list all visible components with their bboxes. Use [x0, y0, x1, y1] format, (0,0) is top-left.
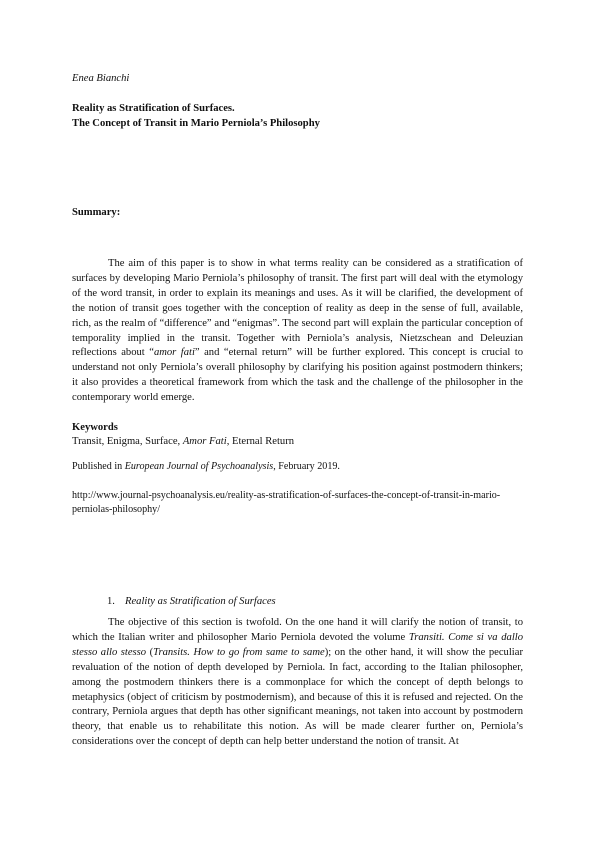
abstract-quote: “	[149, 347, 154, 359]
section-title: Reality as Stratification of Surfaces	[125, 596, 276, 607]
title-line-1: Reality as Stratification of Surfaces.	[72, 103, 235, 114]
section-number: 1.	[107, 596, 115, 607]
body-paragraph	[72, 616, 523, 750]
body-part2: (	[146, 646, 154, 658]
author-name: Enea Bianchi	[72, 73, 130, 84]
article-url[interactable]: http://www.journal-psychoanalysis.eu/reality-as-stratification-of-surfaces-the-concept-of-transit-in-mario-perniolas-philosophy/	[72, 490, 501, 515]
title-line-2: The Concept of Transit in Mario Perniola’s Philosophy	[72, 118, 320, 129]
abstract-rest: ” and “eternal return” will be further explored. This concept is crucial to understand not only Perniola’s overall philosophy by clarifying his position against postmodern thinkers; it also provides a theoretical framework from which the task and the challenge of the philosopher in the contemporary world emerge.	[72, 347, 523, 404]
keywords-list	[72, 436, 294, 447]
abstract-italic: amor fati	[153, 347, 195, 359]
publication-prefix: Published in	[72, 461, 125, 472]
body-italic-1: Transiti. Come si va dallo stesso allo stesso	[72, 631, 523, 658]
publication-note	[72, 461, 340, 472]
keywords-heading: Keywords	[72, 422, 118, 433]
body-italic-2: Transits. How to go from same to same	[153, 646, 325, 658]
summary-heading: Summary:	[72, 207, 121, 218]
keywords-before: Transit, Enigma, Surface,	[72, 436, 183, 447]
abstract-paragraph	[72, 257, 523, 406]
abstract-text: The aim of this paper is to show in what terms reality can be considered as a stratification of surfaces by developing Mario Perniola’s philosophy of transit. The first part will deal with the etymology of the word transit, in order to explain its meanings and uses. As it will be clarified, the development of the notion of transit goes together with the conception of reality as deep in the sense of full, available, rich, as the realm of “difference” and “enigmas”. The second part will explain the particular conception of temporality implied in the transit. Together with Perniola’s analysis, Nietzschean and Deleuzian reflections about	[72, 258, 523, 359]
body-part1: The objective of this section is twofold. On the one hand it will clarify the notion of transit, to which the Italian writer and philosopher Mario Perniola devoted the volume	[72, 617, 523, 643]
section-heading	[107, 596, 276, 607]
body-part3: ); on the other hand, it will show the peculiar revaluation of the notion of depth developed by Perniola. In fact, according to the Italian philosopher, among the postmodern thinkers there is a commonplace for which the concept of depth belongs to metaphysics (object of criticism by postmodernism), and because of this it is refused and rejected. On the contrary, Perniola argues that depth has other significant meanings, not taken into account by postmodern theory, that enable us to rehabilitate this notion. As will be made clearer further on, Perniola’s considerations over the concept of depth can help better understand the notion of transit. At	[72, 646, 523, 748]
journal-name: European Journal of Psychoanalysis	[124, 461, 274, 472]
keywords-italic: Amor Fati	[182, 436, 227, 447]
publication-suffix: , February 2019.	[273, 461, 340, 472]
keywords-after: , Eternal Return	[226, 436, 295, 447]
paper-title	[72, 101, 522, 131]
